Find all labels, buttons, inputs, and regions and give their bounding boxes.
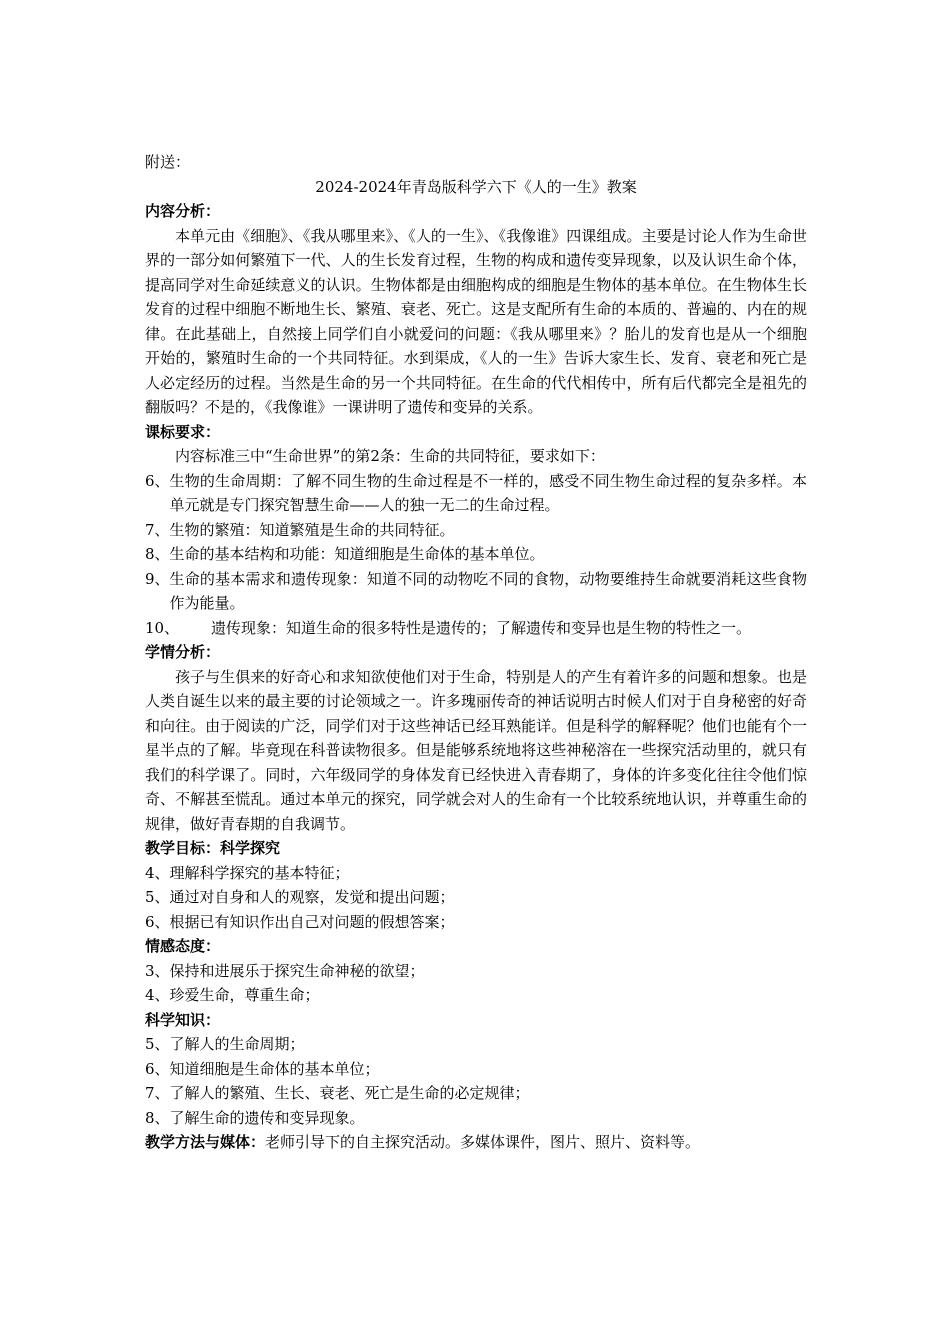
- item-number: 5、: [145, 888, 170, 906]
- list-item: [145, 959, 807, 984]
- item-text: 通过对自身和人的观察，发觉和提出问题；: [169, 888, 455, 906]
- content-analysis-heading: 内容分析：: [145, 202, 221, 220]
- item-text: 了解生命的遗传和变异现象。: [169, 1108, 365, 1127]
- item-number: 10、: [145, 618, 180, 637]
- attachment-label: 附送：: [145, 153, 191, 171]
- item-number: 6、: [145, 1059, 170, 1078]
- item-number: 6、: [145, 912, 170, 931]
- standards-list: [145, 469, 807, 641]
- item-number: 7、: [145, 520, 170, 539]
- item-number: 6、: [145, 471, 170, 490]
- item-number: 7、: [145, 1084, 170, 1102]
- list-item: [145, 1057, 807, 1082]
- list-item: [145, 910, 807, 935]
- item-text: 了解人的生命周期；: [169, 1035, 305, 1053]
- document-page: [145, 150, 807, 1155]
- methods-text: 老师引导下的自主探究活动。多媒体课件，图片、照片、资料等。: [265, 1133, 701, 1151]
- standards-heading: 课标要求：: [145, 422, 221, 441]
- list-item: [145, 518, 807, 543]
- list-item: [145, 885, 807, 910]
- item-number: 8、: [145, 545, 170, 563]
- document-title: 2024-2024年青岛版科学六下《人的一生》教案: [315, 177, 637, 196]
- item-text: 遗传现象：知道生命的很多特性是遗传的；了解遗传和变异也是生物的特性之一。: [211, 618, 752, 637]
- item-text: 生物的生命周期：了解不同生物的生命过程是不一样的，感受不同生物生命过程的复杂多样。本单元就是专门探究智慧生命——人的独一无二的生命过程。: [169, 471, 807, 514]
- item-number: 3、: [145, 961, 170, 980]
- list-item: [145, 983, 807, 1008]
- list-item: [145, 616, 807, 641]
- list-item: [145, 1081, 807, 1106]
- methods-line: [145, 1130, 807, 1155]
- item-text: 生命的基本需求和遗传现象：知道不同的动物吃不同的食物，动物要维持生命就要消耗这些食物作为能量。: [169, 569, 807, 612]
- teaching-goals-heading: 教学目标：科学探究: [145, 839, 281, 857]
- emotion-heading: 情感态度：: [145, 937, 221, 955]
- item-text: 生命的基本结构和功能：知道细胞是生命体的基本单位。: [169, 545, 545, 563]
- item-number: 8、: [145, 1108, 170, 1127]
- emotion-list: [145, 959, 807, 1008]
- list-item: [145, 1032, 807, 1057]
- knowledge-list: [145, 1032, 807, 1130]
- item-text: 珍爱生命，尊重生命；: [169, 986, 320, 1004]
- item-number: 4、: [145, 986, 170, 1004]
- item-number: 4、: [145, 863, 170, 882]
- item-number: 9、: [145, 569, 170, 588]
- item-text: 保持和进展乐于探究生命神秘的欲望；: [169, 961, 425, 980]
- student-analysis-text: 孩子与生俱来的好奇心和求知欲使他们对于生命，特别是人的产生有着许多的问题和想象。也是人类自诞生以来的最主要的讨论领域之一。许多瑰丽传奇的神话说明古时候人们对于自身秘密的好奇和向往。由于阅读的广泛，同学们对于这些神话已经耳熟能详。但是科学的解释呢？他们也能有个一星半点的了解。毕竟现在科普读物很多。但是能够系统地将这些神秘溶在一些探究活动里的，就只有我们的科学课了。同时，六年级同学的身体发育已经快进入青春期了，身体的许多变化往往令他们惊奇、不解甚至慌乱。通过本单元的探究，同学就会对人的生命有一个比较系统地认识，并尊重生命的规律，做好青春期的自我调节。: [145, 667, 807, 833]
- item-text: 理解科学探究的基本特征；: [169, 863, 350, 882]
- student-analysis-heading: 学情分析：: [145, 643, 221, 661]
- item-text: 根据已有知识作出自己对问题的假想答案；: [169, 912, 455, 931]
- content-analysis-text: 本单元由《细胞》、《我从哪里来》、《人的一生》、《我像谁》四课组成。主要是讨论人作为生命世界的一部分如何繁殖下一代、人的生长发育过程，生物的构成和遗传变异现象，以及认识生命个体，提高同学对生命延续意义的认识。生物体都是由细胞构成的细胞是生物体的基本单位。在生物体生长发育的过程中细胞不断地生长、繁殖、衰老、死亡。这是支配所有生命的本质的、普遍的、内在的规律。在此基础上，自然接上同学们自小就爱问的问题：《我从哪里来》？胎儿的发育也是从一个细胞开始的，繁殖时生命的一个共同特征。水到渠成，《人的一生》告诉大家生长、发育、衰老和死亡是人必定经历的过程。当然是生命的另一个共同特征。在生命的代代相传中，所有后代都完全是祖先的翻版吗？不是的，《我像谁》一课讲明了遗传和变异的关系。: [145, 226, 807, 416]
- list-item: [145, 1106, 807, 1131]
- item-text: 生物的繁殖：知道繁殖是生命的共同特征。: [169, 520, 455, 539]
- standards-intro: 内容标准三中“生命世界”的第2条：生命的共同特征，要求如下：: [175, 447, 605, 465]
- methods-heading: 教学方法与媒体：: [145, 1133, 266, 1151]
- list-item: [145, 567, 807, 616]
- item-text: 了解人的繁殖、生长、衰老、死亡是生命的必定规律；: [169, 1084, 530, 1102]
- list-item: [145, 861, 807, 886]
- list-item: [145, 542, 807, 567]
- item-number: 5、: [145, 1035, 170, 1053]
- list-item: [145, 469, 807, 518]
- item-text: 知道细胞是生命体的基本单位；: [169, 1059, 380, 1078]
- goals-list: [145, 861, 807, 935]
- knowledge-heading: 科学知识：: [145, 1010, 221, 1029]
